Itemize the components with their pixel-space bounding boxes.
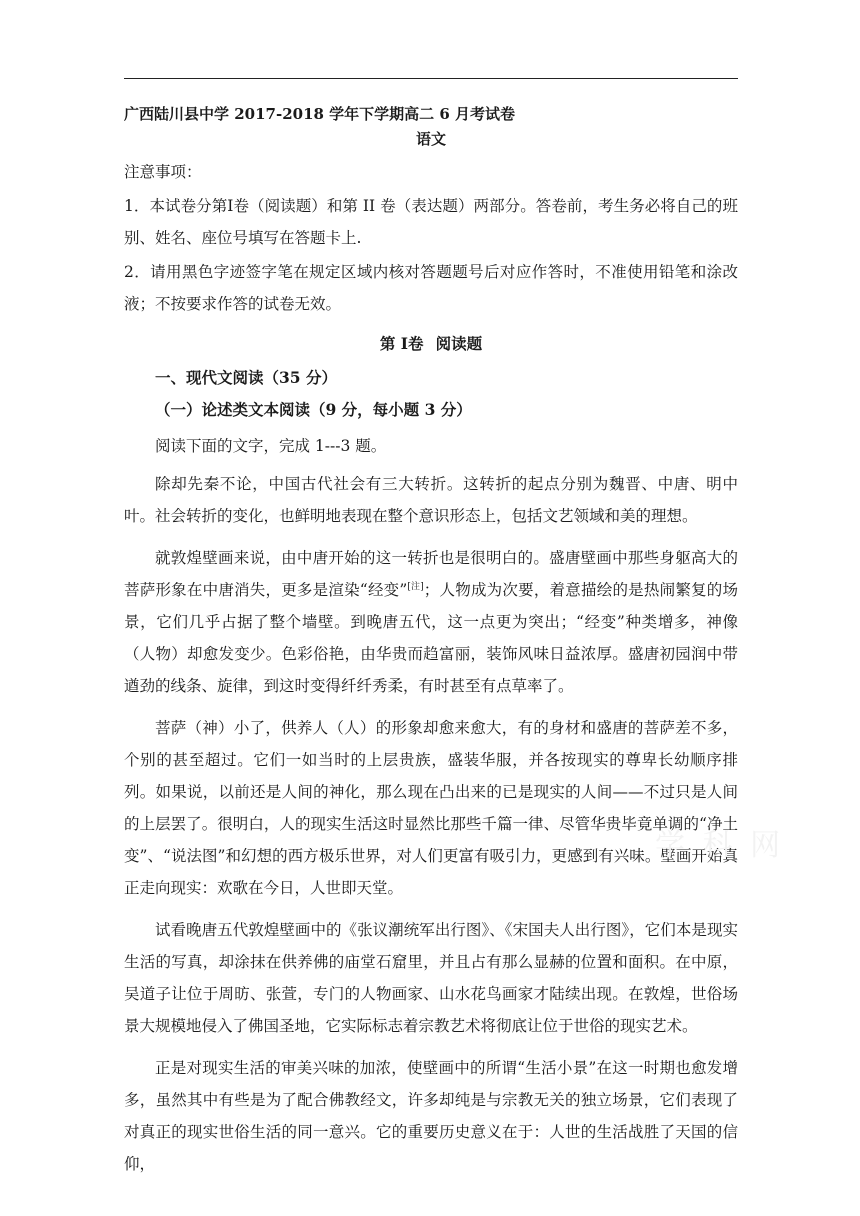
watermark: 学 科 网 (655, 828, 785, 863)
article-paragraph-5: 正是对现实生活的审美兴味的加浓，使壁画中的所谓“生活小景”在这一时期也愈发增多，虽然其中有些是为了配合佛教经文，许多却纯是与宗教无关的独立场景，它们表现了对真正的现实世俗生活的同一意兴。它的重要历史意义在于：人世的生活战胜了天国的信仰， (124, 1059, 738, 1173)
paragraph-2-text-b: ；人物成为次要，着意描绘的是热闹繁复的场景，它们几乎占据了整个墙壁。到晚唐五代，这一点更为突出；“经变”种类增多，神像（人物）却愈发变少。色彩俗艳，由华贵而趋富丽，装饰风味日益浓厚。盛唐初园润中带遒劲的线条、旋律，到这时变得纤纤秀柔，有时甚至有点草率了。 (124, 581, 738, 695)
document-content (124, 100, 738, 1190)
article-paragraph-2 (124, 542, 738, 702)
reading-instruction: 阅读下面的文字，完成 1---3 题。 (155, 437, 387, 455)
note-item-2: 2．请用黑色字迹签字笔在规定区域内核对答题题号后对应作答时，不准使用铅笔和涂改液；不按要求作答的试卷无效。 (124, 263, 738, 313)
subject-title: 语文 (415, 130, 446, 148)
part-title (124, 328, 738, 360)
section-heading: 一、现代文阅读（35 分） (155, 368, 337, 387)
article-paragraph-4: 试看晚唐五代敦煌壁画中的《张议潮统军出行图》、《宋国夫人出行图》，它们本是现实生活的写真，却涂抹在供养佛的庙堂石窟里，并且占有那么显赫的位置和面积。在中原，吴道子让位于周昉、张萱，专门的人物画家、山水花鸟画家才陆续出现。在敦煌，世俗场景大规模地侵入了佛国圣地，它实际标志着宗教艺术将彻底让位于世俗的现实艺术。 (124, 921, 738, 1035)
article-paragraph-1: 除却先秦不论，中国古代社会有三大转折。这转折的起点分别为魏晋、中唐、明中叶。社会转折的变化，也鲜明地表现在整个意识形态上，包括文艺领域和美的理想。 (124, 475, 738, 525)
article-paragraph-3: 菩萨（神）小了，供养人（人）的形象却愈来愈大，有的身材和盛唐的菩萨差不多，个别的甚至超过。它们一如当时的上层贵族，盛装华服，并各按现实的尊卑长幼顺序排列。如果说，以前还是人间的神化，那么现在凸出来的已是现实的人间——不过只是人间的上层罢了。很明白，人的现实生活这时显然比那些千篇一律、尽管华贵毕竟单调的“净土变”、“说法图”和幻想的西方极乐世界，对人们更富有吸引力，更感到有兴味。壁画开始真正走向现实：欢歌在今日，人世即天堂。 (124, 719, 738, 897)
footnote-marker: [注] (407, 581, 424, 592)
header-rule (124, 78, 738, 79)
note-item-1: 1．本试卷分第Ⅰ卷（阅读题）和第 II 卷（表达题）两部分。答卷前，考生务必将自己的班别、姓名、座位号填写在答题卡上. (124, 197, 738, 247)
part-name: 阅读题 (435, 334, 483, 353)
paragraph-2-text-a: 就敦煌壁画来说，由中唐开始的这一转折也是很明白的。盛唐壁画中那些身躯高大的菩萨形象在中唐消失，更多是渲染“经变” (124, 549, 738, 599)
exam-title: 广西陆川县中学 2017-2018 学年下学期高二 6 月考试卷 (124, 105, 516, 123)
notes-heading: 注意事项： (124, 163, 202, 181)
part-label: 第 Ⅰ卷 (379, 334, 424, 353)
subsection-heading: （一）论述类文本阅读（9 分，每小题 3 分） (155, 400, 472, 419)
